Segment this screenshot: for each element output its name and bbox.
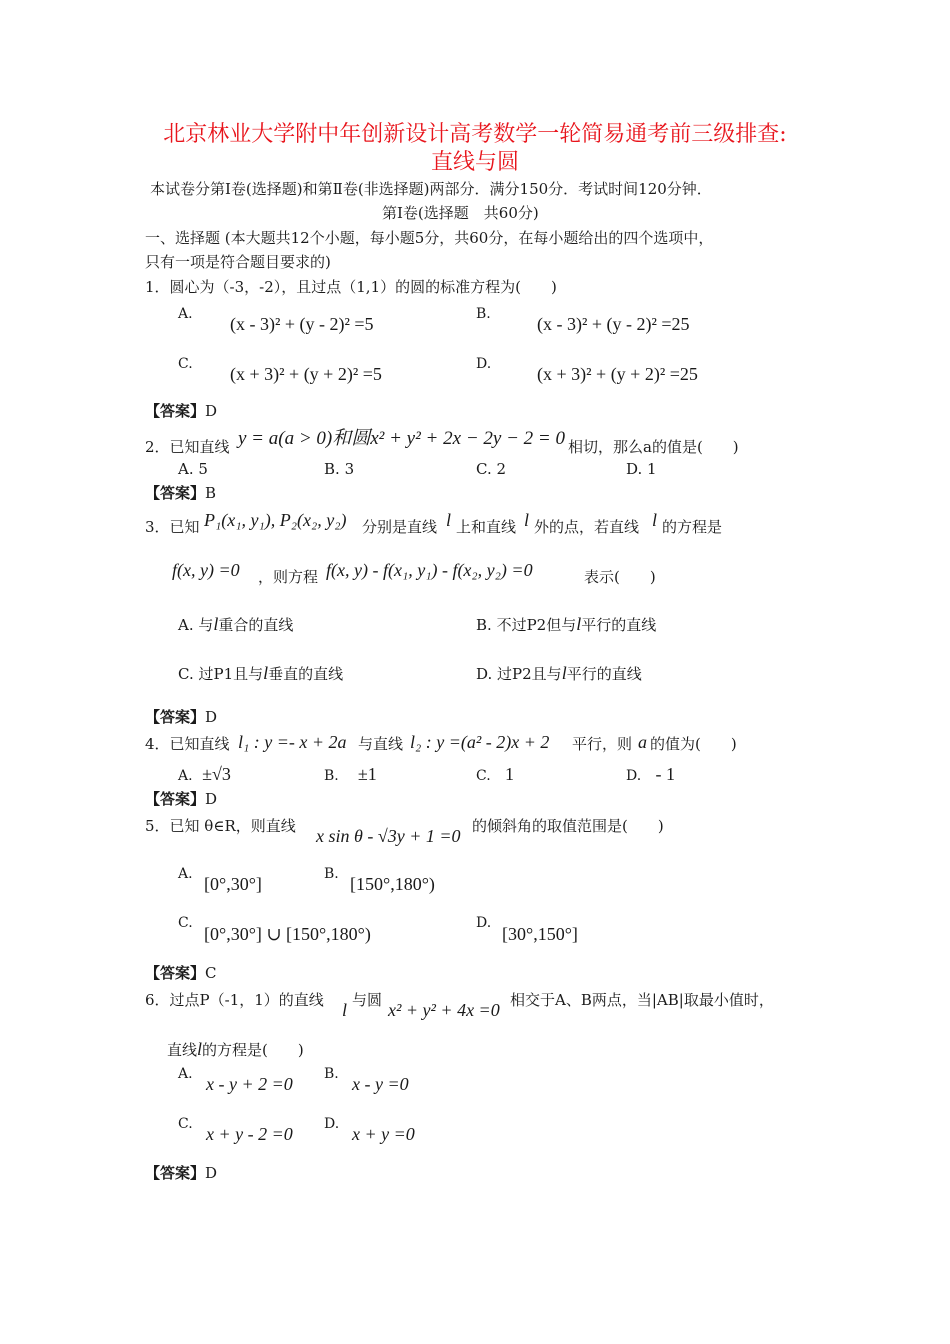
section-header-line2: 只有一项是符合题目要求的) [145, 253, 331, 271]
q3-option-d-letter: D. [476, 665, 493, 683]
q5-option-a-letter: A. [178, 866, 193, 882]
question-5-stem-math: x sin θ - √3y + 1 =0 [316, 826, 461, 846]
q4-option-a [178, 764, 231, 786]
question-6-stem-mid: 与圆 [352, 991, 383, 1009]
q4-option-b-letter: B. [324, 768, 339, 784]
q2-option-b [324, 460, 354, 478]
question-3-line2-mid: ，则方程 [258, 568, 319, 586]
q2-option-b-letter: B. [324, 460, 340, 478]
q6-option-d-expr: x + y =0 [352, 1124, 415, 1144]
q1-option-c-expr: (x + 3)² + (y + 2)² =5 [230, 364, 382, 384]
q3-option-a-post: 重合的直线 [218, 616, 294, 634]
question-4-a-symbol: a [638, 732, 647, 752]
q4-option-d-value: - 1 [655, 764, 675, 784]
question-2-stem-prefix: 2．已知直线 [145, 438, 230, 456]
q6-option-a-letter: A. [178, 1066, 193, 1082]
q3-option-c-letter: C. [178, 665, 194, 683]
q5-answer [145, 964, 217, 982]
q4-option-a-letter: A. [178, 768, 193, 784]
q4-option-b [324, 764, 377, 786]
q3-option-a-pre: 与 [198, 616, 214, 634]
q2-option-a-letter: A. [178, 460, 194, 478]
answer-label: 【答案】 [145, 402, 206, 420]
q2-option-b-value: 3 [344, 460, 355, 478]
q6-option-c-letter: C. [178, 1116, 193, 1132]
q5-option-c-expr: [0°,30°] ∪ [150°,180°) [204, 924, 371, 944]
q2-option-a-value: 5 [198, 460, 208, 478]
q2-option-c-value: 2 [496, 460, 507, 478]
section-header-line1: 一、选择题 (本大题共12个小题，每小题5分，共60分，在每小题给出的四个选项中， [145, 229, 714, 247]
question-4-stem-mid2: 平行，则 [572, 735, 633, 753]
q3-answer [145, 708, 217, 726]
q3-option-c [178, 663, 343, 685]
question-6-l-symbol: l [342, 1000, 348, 1020]
question-3-line2-math2: f(x, y) - f(x₁, y₁) - f(x₂, y₂) =0 [326, 560, 533, 580]
question-3-stem-mid1: 分别是直线 [362, 518, 438, 536]
q6-option-b-letter: B. [324, 1066, 339, 1082]
question-6-stem-prefix: 6．过点P（-1，1）的直线 [145, 991, 324, 1009]
q1-option-b-letter: B. [476, 306, 491, 322]
question-3-l-symbol: l [446, 510, 452, 530]
q3-option-c-pre: 过P1且与 [198, 665, 264, 683]
q2-option-a [178, 460, 208, 478]
question-1-stem: 1．圆心为（-3，-2），且过点（1,1）的圆的标准方程为( ) [145, 278, 557, 296]
q6-answer [145, 1164, 217, 1182]
question-6-line2-prefix: 直线 [167, 1041, 198, 1059]
q1-option-c-letter: C. [178, 356, 193, 372]
exam-intro: 本试卷分第Ⅰ卷(选择题)和第Ⅱ卷(非选择题)两部分．满分150分．考试时间120分钟． [150, 180, 712, 198]
q3-answer-value: D [205, 708, 218, 726]
question-6-stem-suffix: 相交于A、B两点，当|AB|取最小值时， [510, 991, 774, 1009]
question-3-stem-mid4: 的方程是 [662, 518, 723, 536]
question-4-stem-prefix: 4．已知直线 [145, 735, 230, 753]
question-4-stem-math1: l₁ : y =- x + 2a [238, 732, 347, 752]
q6-answer-value: D [205, 1164, 218, 1182]
q3-option-d-post: 平行的直线 [566, 665, 642, 683]
q5-answer-value: C [205, 964, 217, 982]
document-title-line2: 直线与圆 [430, 150, 519, 175]
q2-answer [145, 484, 216, 502]
q2-option-c-letter: C. [476, 460, 492, 478]
question-6-line2 [167, 1039, 304, 1061]
q6-option-b-expr: x - y =0 [352, 1074, 409, 1094]
document-title-line1: 北京林业大学附中年创新设计高考数学一轮简易通考前三级排查: [163, 122, 787, 147]
q6-option-a-expr: x - y + 2 =0 [206, 1074, 293, 1094]
answer-label: 【答案】 [145, 484, 206, 502]
q3-option-b-l: l [576, 614, 582, 634]
q4-option-b-value: ±1 [357, 764, 377, 784]
q3-option-b-letter: B. [476, 616, 492, 634]
question-4-stem-math2: l₂ : y =(a² - 2)x + 2 [410, 732, 550, 752]
q3-option-c-l: l [263, 663, 269, 683]
q3-option-c-post: 垂直的直线 [268, 665, 344, 683]
q1-answer-value: D [205, 402, 218, 420]
question-3-stem-mid3: 外的点，若直线 [534, 518, 640, 536]
q2-option-c [476, 460, 506, 478]
q4-option-c-value: 1 [504, 764, 514, 784]
part1-header: 第Ⅰ卷(选择题 共60分) [382, 204, 539, 222]
answer-label: 【答案】 [145, 964, 206, 982]
question-3-stem-math: P₁(x₁, y₁), P₂(x₂, y₂) [204, 510, 347, 530]
q6-option-c-expr: x + y - 2 =0 [206, 1124, 293, 1144]
question-6-stem-math: x² + y² + 4x =0 [388, 1000, 500, 1020]
question-3-l-symbol-3: l [652, 510, 658, 530]
question-3-l-symbol-2: l [524, 510, 530, 530]
question-6-l-symbol-2: l [197, 1039, 203, 1059]
question-3-stem-mid2: 上和直线 [456, 518, 517, 536]
question-3-line2-math1: f(x, y) =0 [172, 560, 240, 580]
q2-option-d [626, 460, 657, 478]
q3-option-d-pre: 过P2且与 [497, 665, 562, 683]
q5-option-c-letter: C. [178, 915, 193, 931]
q3-option-a-letter: A. [178, 616, 194, 634]
q3-option-b-post: 平行的直线 [581, 616, 657, 634]
q3-option-b [476, 614, 656, 636]
q1-option-d-expr: (x + 3)² + (y + 2)² =25 [537, 364, 698, 384]
q5-option-a-expr: [0°,30°] [204, 874, 262, 894]
question-4-stem-mid: 与直线 [358, 735, 404, 753]
q4-option-d-letter: D. [626, 768, 642, 784]
q3-option-a-l: l [213, 614, 219, 634]
q2-option-d-value: 1 [647, 460, 657, 478]
q5-option-d-expr: [30°,150°] [502, 924, 578, 944]
q1-answer [145, 402, 217, 420]
q2-answer-value: B [205, 484, 217, 502]
question-3-line2-suffix: 表示( ) [584, 568, 656, 586]
q4-option-c [476, 764, 514, 786]
question-3-stem-prefix: 3．已知 [145, 518, 200, 536]
q5-option-d-letter: D. [476, 915, 492, 931]
question-4-stem-suffix: 的值为( ) [650, 735, 737, 753]
q1-option-b-expr: (x - 3)² + (y - 2)² =25 [537, 314, 690, 334]
q3-option-a [178, 614, 293, 636]
q4-option-d [626, 764, 675, 786]
q4-option-c-letter: C. [476, 768, 491, 784]
q6-option-d-letter: D. [324, 1116, 340, 1132]
question-5-stem-prefix: 5．已知 θ∈R，则直线 [145, 817, 296, 835]
q3-option-d-l: l [561, 663, 567, 683]
q1-option-a-letter: A. [178, 306, 193, 322]
q3-option-d [476, 663, 642, 685]
q4-answer [145, 790, 217, 808]
answer-label: 【答案】 [145, 790, 206, 808]
q3-option-b-pre: 不过P2但与 [496, 616, 577, 634]
q5-option-b-expr: [150°,180°) [350, 874, 435, 894]
question-2-stem-math: y = a(a > 0)和圆x² + y² + 2x − 2y − 2 = 0 [238, 428, 565, 449]
q2-option-d-letter: D. [626, 460, 643, 478]
question-5-stem-suffix: 的倾斜角的取值范围是( ) [472, 817, 664, 835]
answer-label: 【答案】 [145, 708, 206, 726]
question-2-stem-suffix: 相切，那么a的值是( ) [568, 438, 739, 456]
q5-option-b-letter: B. [324, 866, 339, 882]
q1-option-a-expr: (x - 3)² + (y - 2)² =5 [230, 314, 374, 334]
q4-option-a-value: ±√3 [202, 764, 231, 784]
question-6-line2-suffix: 的方程是( ) [202, 1041, 304, 1059]
answer-label: 【答案】 [145, 1164, 206, 1182]
q1-option-d-letter: D. [476, 356, 492, 372]
q4-answer-value: D [205, 790, 218, 808]
